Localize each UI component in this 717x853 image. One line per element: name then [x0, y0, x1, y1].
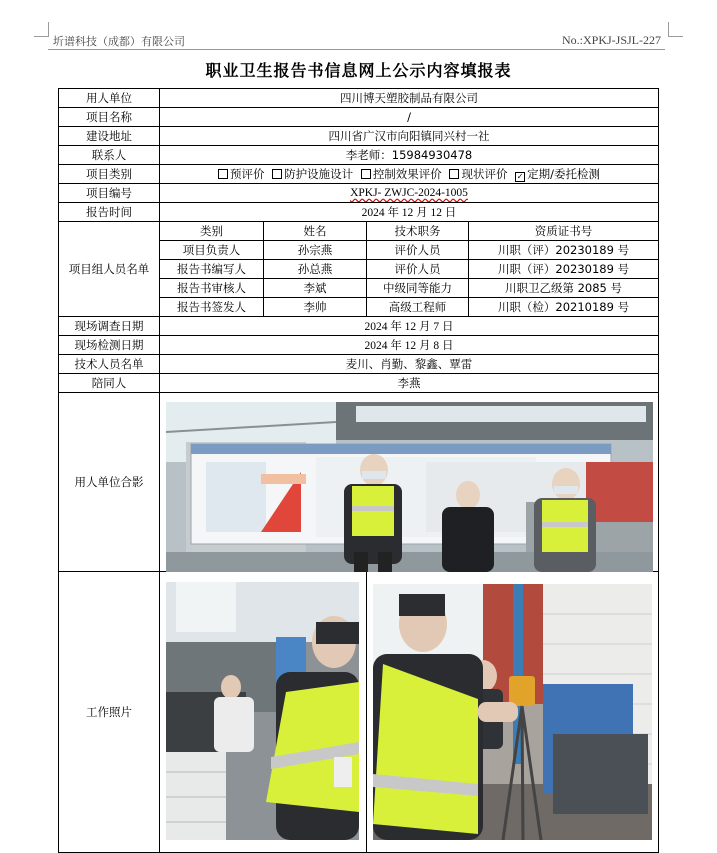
checkbox-checked-icon: ✓ — [516, 172, 524, 181]
checkbox-empty-icon — [218, 169, 228, 179]
team-header-row — [59, 222, 659, 241]
report-date-value: 2024 年 12 月 12 日 — [160, 203, 659, 222]
project-name-value: / — [160, 108, 659, 127]
address-value: 四川省广汉市向阳镇同兴村一社 — [160, 127, 659, 146]
header-company: 圻谱科技（成都）有限公司 — [53, 35, 185, 48]
category-label: 项目类别 — [59, 165, 160, 184]
team-role: 项目负责人 — [160, 241, 264, 260]
category-option[interactable]: ✓ 定期/委托检测 — [516, 167, 600, 181]
team-name: 李斌 — [264, 279, 367, 298]
team-header-category: 类别 — [160, 222, 264, 241]
team-name: 孙宗燕 — [264, 241, 367, 260]
checkbox-empty-icon — [361, 169, 371, 179]
employer-label: 用人单位 — [59, 89, 160, 108]
team-role: 报告书审核人 — [160, 279, 264, 298]
team-cert: 川职（检）20210189 号 — [469, 298, 659, 317]
team-title: 中级同等能力 — [367, 279, 469, 298]
row-contact — [59, 146, 659, 165]
checkbox-empty-icon — [272, 169, 282, 179]
category-option[interactable]: 控制效果评价 — [361, 167, 442, 181]
report-date-label: 报告时间 — [59, 203, 160, 222]
test-date-value: 2024 年 12 月 8 日 — [160, 336, 659, 355]
team-role: 报告书签发人 — [160, 298, 264, 317]
row-category — [59, 165, 659, 184]
row-project-number — [59, 184, 659, 203]
test-date-label: 现场检测日期 — [59, 336, 160, 355]
employer-value: 四川博天塑胶制品有限公司 — [160, 89, 659, 108]
technicians-label: 技术人员名单 — [59, 355, 160, 374]
work-photo-label: 工作照片 — [59, 572, 160, 853]
team-header-title: 技术职务 — [367, 222, 469, 241]
corner-mark-top-right — [668, 22, 683, 37]
team-title: 高级工程师 — [367, 298, 469, 317]
project-name-label: 项目名称 — [59, 108, 160, 127]
team-name: 孙总燕 — [264, 260, 367, 279]
category-option[interactable]: 防护设施设计 — [272, 167, 353, 181]
group-photo-label: 用人单位合影 — [59, 393, 160, 572]
corner-mark-top-left — [34, 22, 49, 37]
team-cert: 川职（评）20230189 号 — [469, 241, 659, 260]
group-photo-illustration — [166, 402, 653, 572]
project-number-label: 项目编号 — [59, 184, 160, 203]
row-escort — [59, 374, 659, 393]
escort-label: 陪同人 — [59, 374, 160, 393]
team-cert: 川职卫乙级第 2085 号 — [469, 279, 659, 298]
category-option[interactable]: 现状评价 — [449, 167, 507, 181]
row-employer — [59, 89, 659, 108]
survey-date-label: 现场调查日期 — [59, 317, 160, 336]
checkbox-empty-icon — [449, 169, 459, 179]
work-photo-left — [166, 582, 359, 840]
row-project-name — [59, 108, 659, 127]
team-label: 项目组人员名单 — [59, 222, 160, 317]
address-label: 建设地址 — [59, 127, 160, 146]
team-header-name: 姓名 — [264, 222, 367, 241]
survey-date-value: 2024 年 12 月 7 日 — [160, 317, 659, 336]
team-cert: 川职（评）20230189 号 — [469, 260, 659, 279]
header-doc-number: No.:XPKJ-JSJL-227 — [561, 33, 661, 47]
work-photo-left-illustration — [166, 582, 359, 840]
row-report-date — [59, 203, 659, 222]
team-name: 李帅 — [264, 298, 367, 317]
row-technicians — [59, 355, 659, 374]
team-role: 报告书编写人 — [160, 260, 264, 279]
work-photo-right — [373, 584, 652, 840]
team-header-cert: 资质证书号 — [469, 222, 659, 241]
form-title: 职业卫生报告书信息网上公示内容填报表 — [205, 61, 512, 80]
row-address — [59, 127, 659, 146]
category-option[interactable]: 预评价 — [218, 167, 265, 181]
project-number-value: XPKJ- ZWJC-2024-1005 — [160, 184, 659, 203]
team-title: 评价人员 — [367, 260, 469, 279]
row-test-date — [59, 336, 659, 355]
team-title: 评价人员 — [367, 241, 469, 260]
group-photo — [166, 402, 653, 572]
contact-value: 李老师：15984930478 — [160, 146, 659, 165]
category-options — [160, 165, 659, 184]
row-survey-date — [59, 317, 659, 336]
contact-label: 联系人 — [59, 146, 160, 165]
header-divider — [48, 49, 665, 50]
technicians-value: 麦川、肖勤、黎鑫、覃雷 — [160, 355, 659, 374]
escort-value: 李燕 — [160, 374, 659, 393]
work-photo-right-illustration — [373, 584, 652, 840]
